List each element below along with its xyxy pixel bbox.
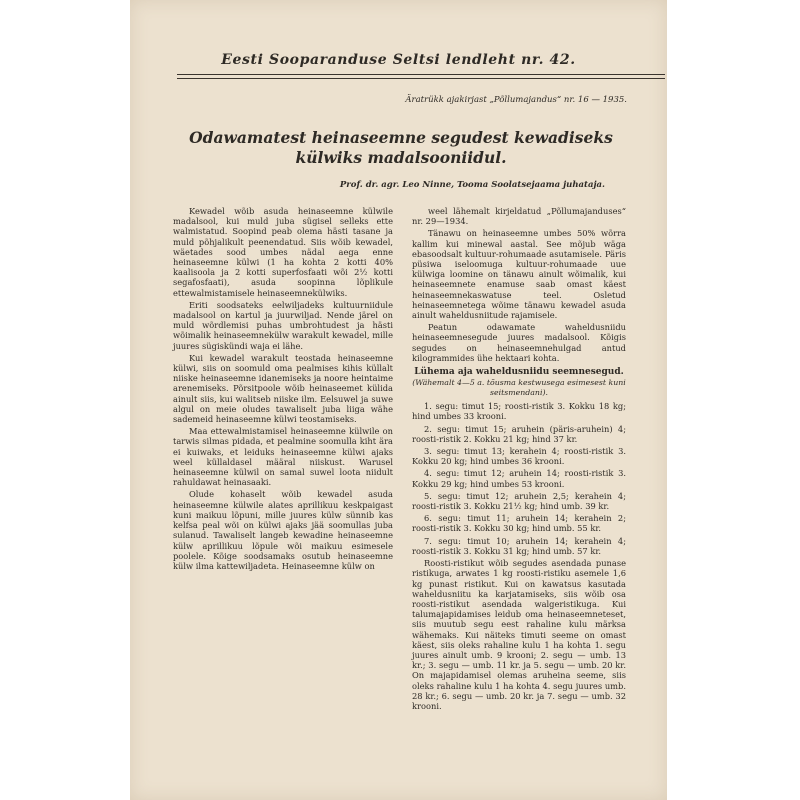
paragraph: Kui kewadel warakult teostada heinaseemne külwi, siis on soomuld oma pealmises kihis küllalt niiske heinaseemne idanemiseks ja noore heintaime arenemiseks. Põrsitpoole wõib heinaseemet külida ainult siis, kui walitseb niiske ilm. Eelsuwel ja suwe algul on meie oludes tawaliselt juba liiga wähe sademeid heinaseemne külwi teostamiseks.	[173, 352, 393, 425]
mixture-item: 2. segu: timut 15; aruhein (päris-aruhein) 4; roosti-ristik 2. Kokku 21 kg; hind 37 kr.	[412, 423, 626, 444]
leaflet-header-title: Eesti Sooparanduse Seltsi lendleht nr. 42.	[221, 52, 576, 68]
right-column	[412, 206, 626, 713]
section-title: Lühema aja waheldusniidu seemnesegud.	[414, 367, 624, 378]
header-rule-top	[177, 74, 665, 75]
paragraph: Peatun odawamate waheldusniidu heinaseemnesegude juures madalsool. Kõigis segudes on heinaseemnehulgad antud kilogrammides ühe hektaari kohta.	[412, 322, 626, 363]
article-author: Prof. dr. agr. Leo Ninne, Tooma Soolatsejaama juhataja.	[339, 180, 605, 190]
mixture-note: Roosti-ristikut wõib segudes asendada punase ristikuga, arwates 1 kg roosti-ristiku asemele 1,6 kg punast ristikut. Kui on kawatsus kasutada waheldusniitu ka karjatamiseks, siis wõib osa roosti-ristikut asendada walgeristikuga. Kui talumajapidamises leidub oma heinaseemneteset, siis muutub segu eest rahaline kulu märksa wähemaks. Kui näiteks timuti seeme on omast käest, siis oleks rahaline kulu 1 ha kohta 1. segu juures ainult umb. 9 krooni; 2. segu — umb. 13 kr.; 3. segu — umb. 11 kr. ja 5. segu — umb. 20 kr. On majapidamisel olemas aruheina seeme, siis oleks rahaline kulu 1 ha kohta 4. segu juures umb. 28 kr.; 6. segu — umb. 20 kr. ja 7. segu — umb. 32 krooni.	[412, 558, 626, 711]
mixture-list	[412, 401, 626, 711]
section-subtitle: (Wähemalt 4—5 a. tõusma kestwusega esimesest kuni seitsmendani).	[412, 378, 626, 397]
mixture-item: 5. segu: timut 12; aruhein 2,5; kerahein 4; roosti-ristik 3. Kokku 21½ kg; hind umb. 39 kr.	[412, 490, 626, 512]
header-rule-bottom	[177, 78, 665, 79]
mixture-item: 6. segu: timut 11; aruhein 14; kerahein 2; roosti-ristik 3. Kokku 30 kg; hind umb. 55 kr.	[412, 513, 626, 534]
paragraph: Olude kohaselt wõib kewadel asuda heinaseemne külwile alates aprillikuu keskpaigast kuni maikuu lõpuni, mille juures külw sünnib kas kelfsa peal wõi on külwi ajaks jää soomullas juba sulanud. Tawaliselt langeb kewadine heinaseemne külw aprillikuu lõpule wõi maikuu esimesele poolele. Kõige soodsamaks osutub heinaseemne külw ilma kattewiljadeta. Heinaseemne külw on	[173, 489, 393, 571]
paragraph: Kewadel wõib asuda heinaseemne külwile madalsool, kui muld juba sügisel selleks ette walmistatud. Soopind peab olema hästi tasane ja muld põhjalikult peenendatud. Siis wõib kewadel, wäetades sood umbes nädal aega enne heinaseemne külwi (1 ha kohta 2 kotti 40% kaalisoola ja 2 kotti superfosfaati wõi 2½ kotti segafosfaati), asuda soopinna lõplikule ettewalmistamisele heinaseemnekülwiks.	[173, 206, 393, 298]
paragraph: Tänawu on heinaseemne umbes 50% wõrra kallim kui minewal aastal. See mõjub wäga ebasoodsalt kultuur-rohumaade asutamisele. Päris püsiwa iseloomuga kultuur-rohumaade uue külwiga loomine on tänawu ainult wõimalik, kui heinaseemnete enamuse saab omast käest heinaseemnekaswatuse teel. Osletud heinaseemnetega wõime tänawu kewadel asuda ainult waheldusniitude rajamisele.	[412, 228, 626, 321]
mixture-item: 3. segu: timut 13; kerahein 4; roosti-ristik 3. Kokku 20 kg; hind umbes 36 krooni.	[412, 446, 626, 467]
document-page	[130, 0, 667, 800]
left-column	[173, 206, 393, 573]
reprint-note: Äratrükk ajakirjast „Põllumajandus“ nr. 16 — 1935.	[405, 95, 627, 105]
paragraph: Maa ettewalmistamisel heinaseemne külwile on tarwis silmas pidada, et pealmine soomulla kiht ära ei kuiwaks, et leiduks heinaseemne külwi ajaks weel küllaldasel määral niiskust. Warusel heinaseemne külwil on samal suwel loota niidult rahuldawat heinasaaki.	[173, 426, 393, 488]
mixture-item: 4. segu: timut 12; aruhein 14; roosti-ristik 3. Kokku 29 kg; hind umbes 53 krooni.	[412, 468, 626, 489]
mixture-item: 1. segu: timut 15; roosti-ristik 3. Kokku 18 kg; hind umbes 33 krooni.	[412, 401, 626, 422]
paragraph: Eriti soodsateks eelwiljadeks kultuurniidule madalsool on kartul ja juurwiljad. Nende järel on muld wõrdlemisi puhas umbrohtudest ja hästi wõimalik heinaseemnekülw warakult kewadel, mille juures sügiskündi waja ei lähe.	[173, 299, 393, 351]
paragraph: weel lähemalt kirjeldatud „Põllumajanduses“ nr. 29—1934.	[412, 206, 626, 227]
mixture-item: 7. segu: timut 10; aruhein 14; kerahein 4; roosti-ristik 3. Kokku 31 kg; hind umb. 57 kr.	[412, 535, 626, 556]
article-title: Odawamatest heinaseemne segudest kewadiseks külwiks madalsooniidul.	[189, 128, 613, 167]
